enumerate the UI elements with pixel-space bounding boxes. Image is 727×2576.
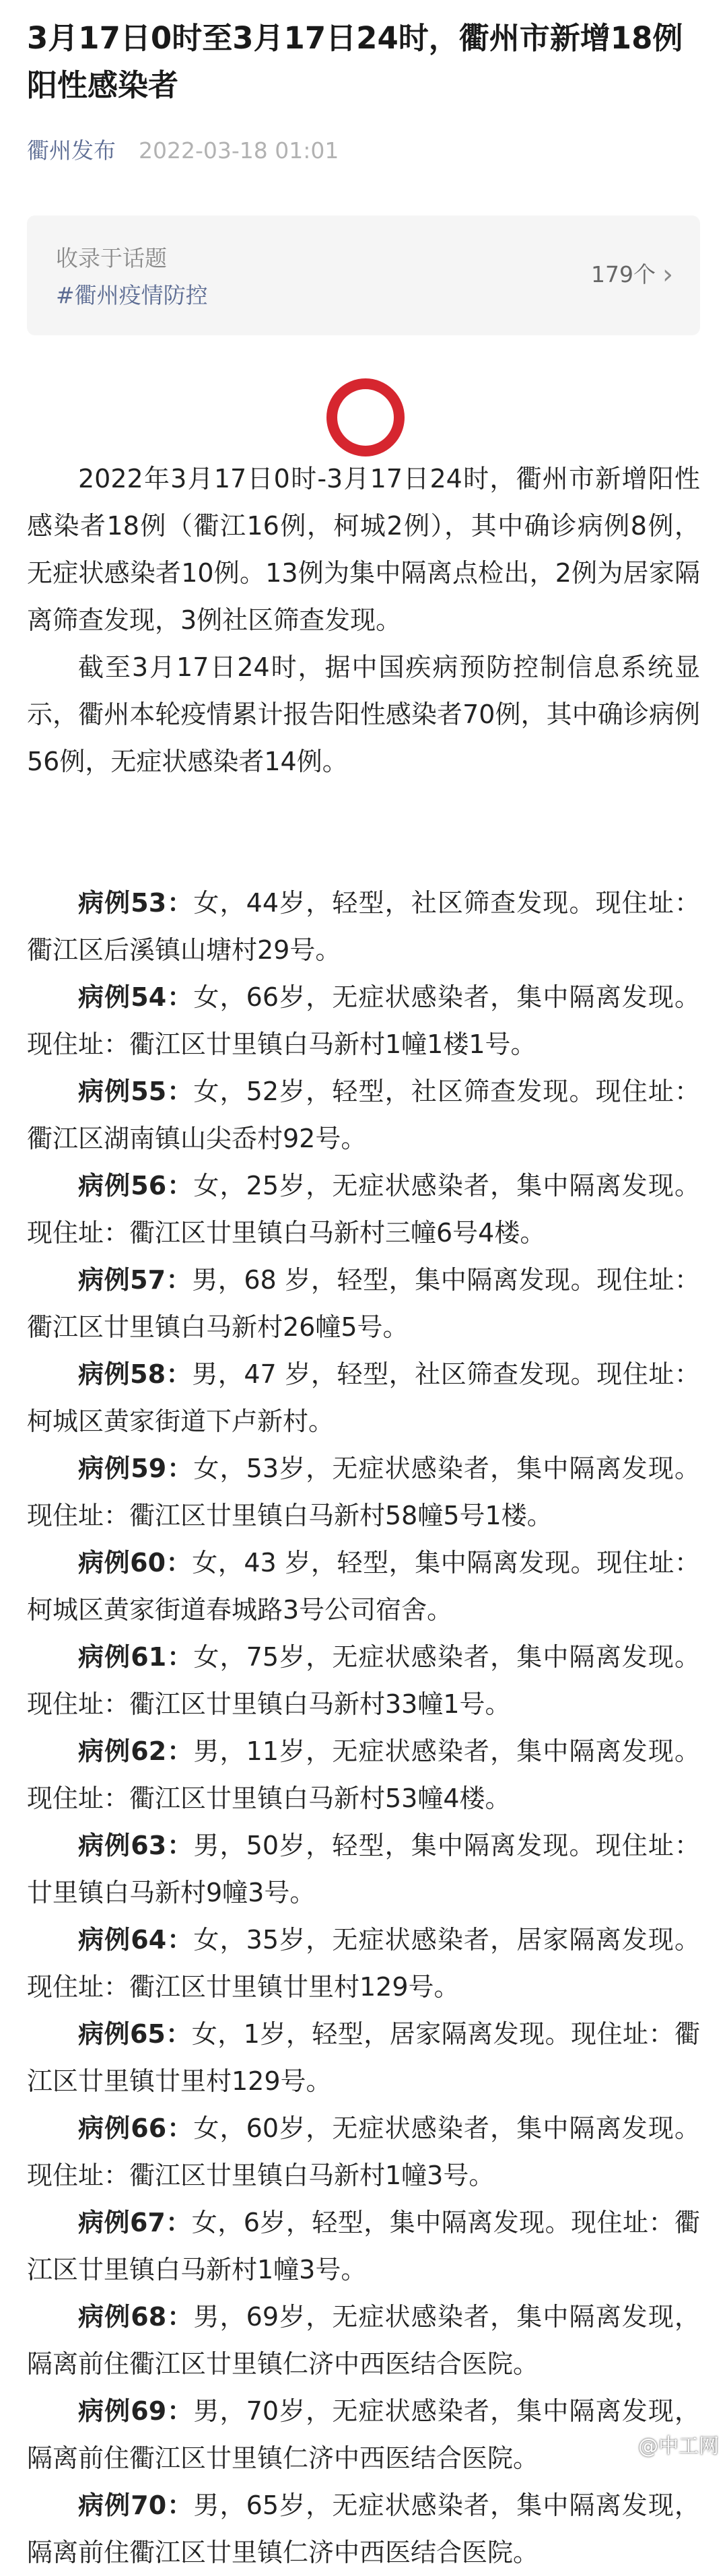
case-label: 病例59：	[78, 1454, 194, 1483]
topic-label: 收录于话题	[56, 245, 167, 271]
case-paragraph	[27, 879, 700, 974]
case-text: 男，50岁，轻型，集中隔离发现。现住址：廿里镇白马新村9幢3号。	[27, 1831, 700, 1907]
case-text: 男，68 岁，轻型，集中隔离发现。现住址：衢江区廿里镇白马新村26幢5号。	[27, 1265, 700, 1342]
case-paragraph	[27, 1633, 700, 1728]
article-meta	[27, 135, 339, 167]
case-label: 病例58：	[78, 1359, 193, 1389]
case-paragraph	[27, 1162, 700, 1256]
case-label: 病例64：	[78, 1925, 194, 1955]
case-label: 病例69：	[78, 2396, 194, 2426]
case-label: 病例67：	[78, 2208, 192, 2237]
case-label: 病例63：	[78, 1831, 194, 1860]
publish-time: 2022-03-18 01:01	[139, 137, 339, 164]
case-paragraph	[27, 974, 700, 1068]
case-paragraph	[27, 2010, 700, 2105]
case-text: 女，35岁，无症状感染者，居家隔离发现。现住址：衢江区廿里镇廿里村129号。	[27, 1925, 700, 2002]
watermark	[638, 2429, 719, 2459]
topic-tag-link[interactable]: #衢州疫情防控	[56, 282, 208, 308]
case-text: 女，43 岁，轻型，集中隔离发现。现住址：柯城区黄家街道春城路3号公司宿舍。	[27, 1548, 700, 1625]
case-paragraph	[27, 1068, 700, 1162]
topic-count-label: 179个	[591, 261, 656, 287]
case-label: 病例56：	[78, 1171, 194, 1200]
case-paragraph	[27, 2105, 700, 2199]
case-label: 病例53：	[78, 888, 194, 918]
page-title: 3月17日0时至3月17日24时，衢州市新增18例阳性感染者	[27, 20, 683, 103]
intro-paragraph: 2022年3月17日0时-3月17日24时，衢州市新增阳性感染者18例（衢江16例，柯城2例），其中确诊病例8例，无症状感染者10例。13例为集中隔离点检出，2例为居家隔离筛查发现，3例社区筛查发现。	[27, 464, 700, 635]
case-paragraph	[27, 2199, 700, 2293]
red-ring-icon	[326, 378, 405, 456]
case-label: 病例65：	[78, 2019, 192, 2049]
case-text: 女，1岁，轻型，居家隔离发现。现住址：衢江区廿里镇廿里村129号。	[27, 2019, 700, 2096]
case-paragraph	[27, 1728, 700, 1822]
watermark-text: @中工网	[638, 2435, 719, 2458]
case-label: 病例70：	[78, 2490, 194, 2520]
case-paragraph	[27, 1351, 700, 1445]
article-body	[27, 455, 700, 2576]
paragraph-spacer	[27, 785, 700, 879]
topic-card[interactable]	[27, 215, 700, 335]
case-label: 病例66：	[78, 2113, 194, 2143]
case-text: 男，69岁，无症状感染者，集中隔离发现，隔离前住衢江区廿里镇仁济中西医结合医院。	[27, 2302, 700, 2379]
case-paragraph	[27, 2387, 700, 2482]
case-text: 男，47 岁，轻型，社区筛查发现。现住址：柯城区黄家街道下卢新村。	[27, 1359, 700, 1436]
case-text: 女，44岁，轻型，社区筛查发现。现住址：衢江区后溪镇山塘村29号。	[27, 888, 700, 965]
case-paragraph	[27, 1822, 700, 1916]
case-paragraph	[27, 1256, 700, 1351]
case-text: 女，60岁，无症状感染者，集中隔离发现。现住址：衢江区廿里镇白马新村1幢3号。	[27, 2113, 700, 2190]
case-text: 女，25岁，无症状感染者，集中隔离发现。现住址：衢江区廿里镇白马新村三幢6号4楼。	[27, 1171, 700, 1248]
chevron-right-icon: ›	[662, 259, 673, 290]
case-label: 病例61：	[78, 1642, 194, 1672]
case-paragraph	[27, 1445, 700, 1539]
case-text: 女，53岁，无症状感染者，集中隔离发现。现住址：衢江区廿里镇白马新村58幢5号1楼。	[27, 1454, 700, 1530]
case-text: 男，65岁，无症状感染者，集中隔离发现，隔离前住衢江区廿里镇仁济中西医结合医院。	[27, 2490, 700, 2567]
case-text: 男，11岁，无症状感染者，集中隔离发现。现住址：衢江区廿里镇白马新村53幢4楼。	[27, 1736, 700, 1813]
case-list	[27, 879, 700, 2576]
case-text: 女，6岁，轻型，集中隔离发现。现住址：衢江区廿里镇白马新村1幢3号。	[27, 2208, 700, 2284]
case-paragraph	[27, 2293, 700, 2387]
case-paragraph	[27, 1539, 700, 1633]
case-label: 病例62：	[78, 1736, 194, 1766]
case-text: 男，70岁，无症状感染者，集中隔离发现，隔离前住衢江区廿里镇仁济中西医结合医院。	[27, 2396, 700, 2473]
intro-paragraph: 截至3月17日24时，据中国疾病预防控制信息系统显示，衢州本轮疫情累计报告阳性感染者70例，其中确诊病例56例，无症状感染者14例。	[27, 652, 700, 776]
case-paragraph	[27, 1916, 700, 2010]
case-label: 病例55：	[78, 1077, 194, 1106]
case-text: 女，52岁，轻型，社区筛查发现。现住址：衢江区湖南镇山尖岙村92号。	[27, 1077, 700, 1153]
case-text: 女，75岁，无症状感染者，集中隔离发现。现住址：衢江区廿里镇白马新村33幢1号。	[27, 1642, 700, 1719]
case-label: 病例68：	[78, 2302, 194, 2332]
case-text: 女，66岁，无症状感染者，集中隔离发现。现住址：衢江区廿里镇白马新村1幢1楼1号。	[27, 982, 700, 1059]
case-label: 病例54：	[78, 982, 194, 1012]
account-link[interactable]: 衢州发布	[27, 137, 116, 164]
topic-count[interactable]	[591, 260, 673, 290]
case-label: 病例60：	[78, 1548, 193, 1578]
case-paragraph	[27, 2482, 700, 2576]
case-label: 病例57：	[78, 1265, 193, 1295]
